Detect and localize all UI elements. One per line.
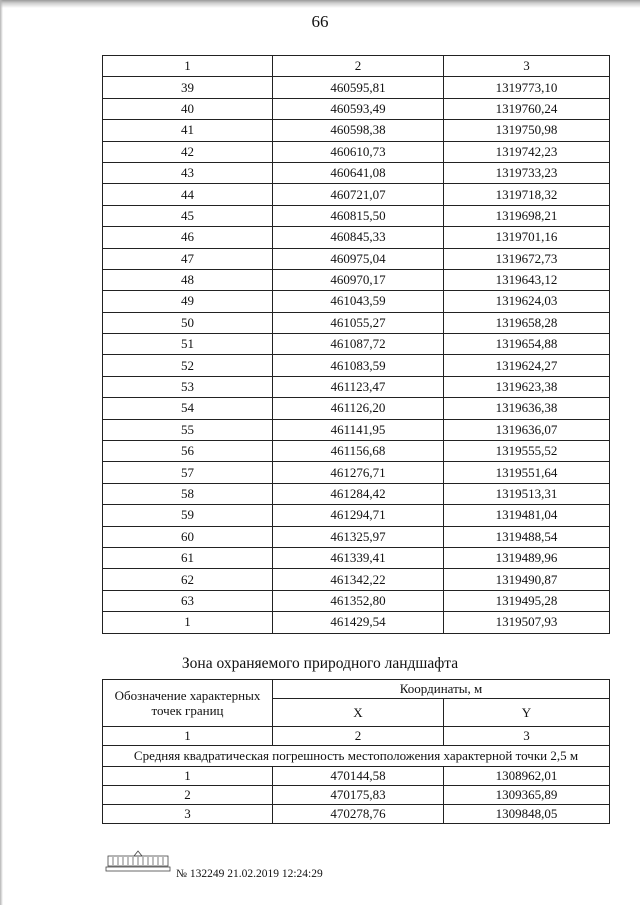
coord-y-cell: 1319672,73 [444,248,610,269]
coord-x-cell: 460975,04 [273,248,444,269]
header-cell-col2: 2 [273,56,444,77]
coord-x-cell: 461043,59 [273,291,444,312]
zone-number-row [103,727,610,746]
coord-x-cell: 461141,95 [273,419,444,440]
point-number-cell: 46 [103,227,273,248]
coord-y-cell: 1319701,16 [444,227,610,248]
coord-x-cell: 461284,42 [273,483,444,504]
coord-x-cell: 470144,58 [273,767,444,786]
designation-header: Обозначение характерных точек границ [103,680,273,727]
coord-y-cell: 1319488,54 [444,526,610,547]
zone-table-row [103,786,610,805]
col-number-3: 3 [444,727,610,746]
coord-x-cell: 461429,54 [273,612,444,633]
accuracy-row [103,746,610,767]
point-number-cell: 3 [103,805,273,824]
coordinates-table [102,55,610,634]
coord-x-cell: 460970,17 [273,269,444,290]
registration-stamp: № 132249 21.02.2019 12:24:29 [176,868,323,880]
point-number-cell: 62 [103,569,273,590]
header-cell-col3: 3 [444,56,610,77]
coord-x-cell: 461352,80 [273,590,444,611]
coord-x-cell: 461342,22 [273,569,444,590]
zone-header-row [103,680,610,699]
header-cell-col1: 1 [103,56,273,77]
coord-x-cell: 461055,27 [273,312,444,333]
coord-x-cell: 460610,73 [273,141,444,162]
coord-y-cell: 1319750,98 [444,120,610,141]
table-row [103,505,610,526]
zone-coordinates-table [102,679,610,824]
point-number-cell: 52 [103,355,273,376]
table-row [103,120,610,141]
point-number-cell: 50 [103,312,273,333]
coord-y-cell: 1319733,23 [444,162,610,183]
point-number-cell: 59 [103,505,273,526]
point-number-cell: 55 [103,419,273,440]
table-row [103,291,610,312]
col-number-2: 2 [273,727,444,746]
coord-y-cell: 1319513,31 [444,483,610,504]
coord-y-cell: 1319654,88 [444,334,610,355]
coord-x-cell: 461294,71 [273,505,444,526]
point-number-cell: 49 [103,291,273,312]
point-number-cell: 1 [103,612,273,633]
point-number-cell: 58 [103,483,273,504]
col-number-1: 1 [103,727,273,746]
point-number-cell: 1 [103,767,273,786]
coord-x-cell: 461325,97 [273,526,444,547]
table-row [103,141,610,162]
coord-y-cell: 1319698,21 [444,205,610,226]
coord-x-cell: 461087,72 [273,334,444,355]
zone-table-row [103,805,610,824]
table-row [103,334,610,355]
coord-y-cell: 1319718,32 [444,184,610,205]
coord-y-cell: 1308962,01 [444,767,610,786]
table-row [103,441,610,462]
zone-table-body [103,680,610,824]
coord-x-cell: 470278,76 [273,805,444,824]
point-number-cell: 53 [103,376,273,397]
point-number-cell: 57 [103,462,273,483]
coord-y-cell: 1319773,10 [444,77,610,98]
coord-y-cell: 1319636,07 [444,419,610,440]
coord-y-cell: 1319760,24 [444,98,610,119]
axis-x-header: X [273,699,444,727]
table-row [103,312,610,333]
coord-y-cell: 1319643,12 [444,269,610,290]
coord-x-cell: 461123,47 [273,376,444,397]
table-row [103,184,610,205]
coord-y-cell: 1319490,87 [444,569,610,590]
point-number-cell: 47 [103,248,273,269]
zone-table-row [103,767,610,786]
coord-x-cell: 470175,83 [273,786,444,805]
coord-y-cell: 1309848,05 [444,805,610,824]
coord-y-cell: 1319555,52 [444,441,610,462]
table-row [103,526,610,547]
table-row [103,162,610,183]
table-row [103,483,610,504]
table-row [103,227,610,248]
point-number-cell: 60 [103,526,273,547]
accuracy-note: Средняя квадратическая погрешность местоположения характерной точки 2,5 м [103,746,610,767]
point-number-cell: 56 [103,441,273,462]
table-row [103,376,610,397]
coord-y-cell: 1319551,64 [444,462,610,483]
building-stamp-icon [104,849,172,873]
coordinates-header: Координаты, м [273,680,610,699]
table-row [103,355,610,376]
point-number-cell: 45 [103,205,273,226]
coord-y-cell: 1309365,89 [444,786,610,805]
table-row [103,590,610,611]
point-number-cell: 40 [103,98,273,119]
point-number-cell: 41 [103,120,273,141]
coord-y-cell: 1319489,96 [444,547,610,568]
point-number-cell: 61 [103,547,273,568]
table-row [103,205,610,226]
point-number-cell: 44 [103,184,273,205]
scan-left-edge [0,0,3,905]
table-row [103,248,610,269]
table-row [103,398,610,419]
coord-y-cell: 1319636,38 [444,398,610,419]
coordinates-table-body [103,56,610,634]
point-number-cell: 43 [103,162,273,183]
coord-x-cell: 460641,08 [273,162,444,183]
point-number-cell: 48 [103,269,273,290]
coord-x-cell: 460598,38 [273,120,444,141]
table-row [103,569,610,590]
coord-x-cell: 460595,81 [273,77,444,98]
page-number: 66 [311,12,329,31]
table-row [103,462,610,483]
coord-x-cell: 460593,49 [273,98,444,119]
coord-x-cell: 461339,41 [273,547,444,568]
point-number-cell: 63 [103,590,273,611]
coord-x-cell: 461276,71 [273,462,444,483]
coord-y-cell: 1319623,38 [444,376,610,397]
coord-y-cell: 1319742,23 [444,141,610,162]
axis-y-header: Y [444,699,610,727]
scan-top-edge [0,0,640,8]
point-number-cell: 39 [103,77,273,98]
coord-x-cell: 461126,20 [273,398,444,419]
coord-x-cell: 460815,50 [273,205,444,226]
coord-y-cell: 1319495,28 [444,590,610,611]
coord-y-cell: 1319507,93 [444,612,610,633]
coord-y-cell: 1319658,28 [444,312,610,333]
coord-y-cell: 1319624,27 [444,355,610,376]
table-row [103,612,610,633]
coord-x-cell: 460721,07 [273,184,444,205]
table-row [103,419,610,440]
coord-x-cell: 461156,68 [273,441,444,462]
point-number-cell: 2 [103,786,273,805]
table-row [103,269,610,290]
point-number-cell: 51 [103,334,273,355]
coord-y-cell: 1319481,04 [444,505,610,526]
table-row [103,547,610,568]
coord-x-cell: 460845,33 [273,227,444,248]
coord-y-cell: 1319624,03 [444,291,610,312]
section-title: Зона охраняемого природного ландшафта [181,655,459,672]
table-row [103,77,610,98]
coord-x-cell: 461083,59 [273,355,444,376]
table-row [103,98,610,119]
table-header-row [103,56,610,77]
point-number-cell: 42 [103,141,273,162]
point-number-cell: 54 [103,398,273,419]
